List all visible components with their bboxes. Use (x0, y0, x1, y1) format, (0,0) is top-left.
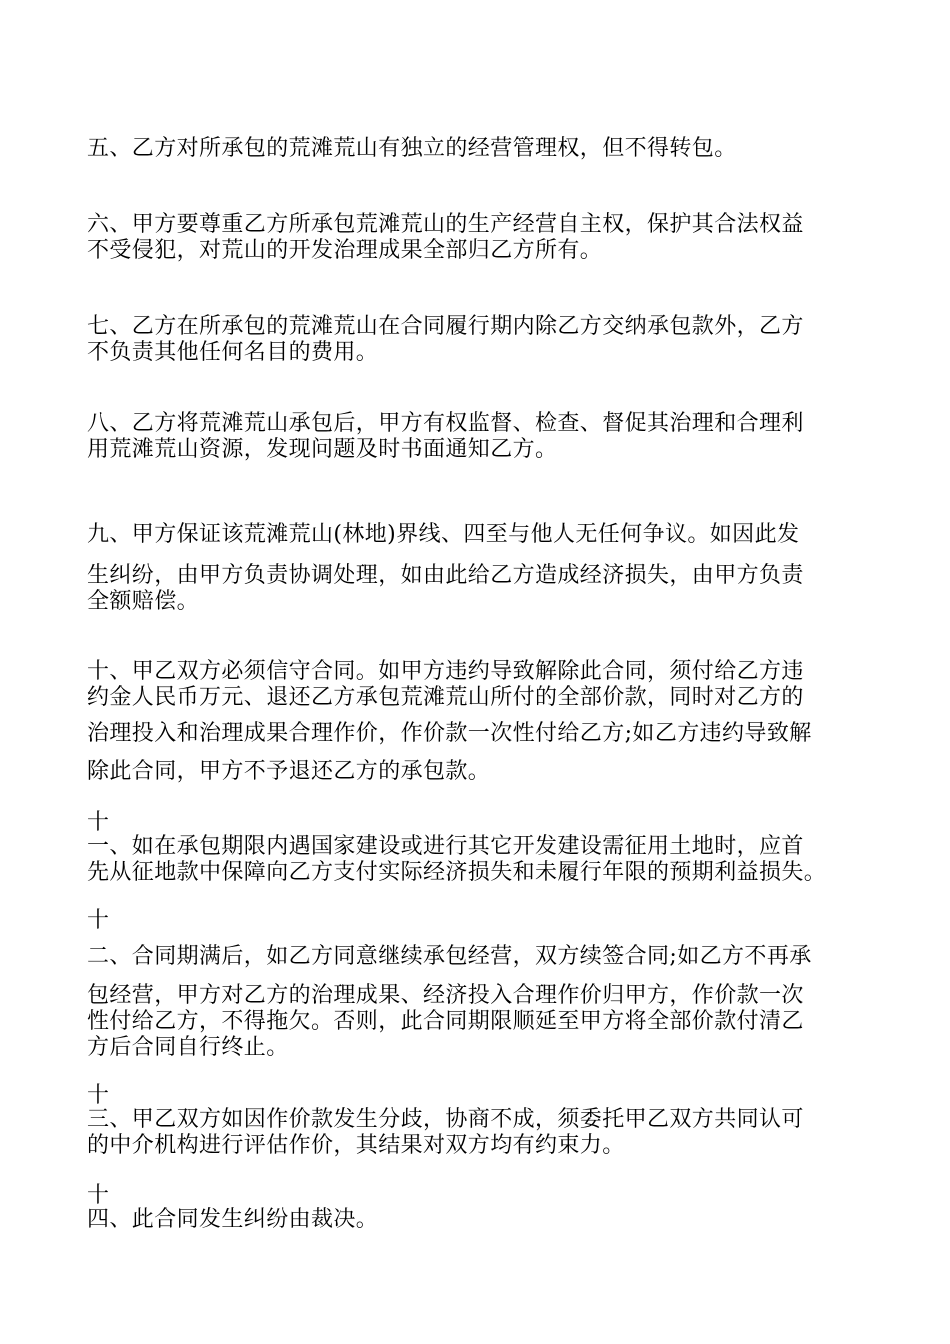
clause-10-line-2: 约金人民币万元、退还乙方承包荒滩荒山所付的全部价款，同时对乙方的 (87, 685, 804, 710)
clause-9-line-1: 九、甲方保证该荒滩荒山(林地)界线、四至与他人无任何争议。如因此发 (87, 522, 800, 547)
clause-12-line-2: 二、合同期满后，如乙方同意继续承包经营，双方续签合同;如乙方不再承 (87, 944, 812, 969)
clause-12-line-5: 方后合同自行终止。 (87, 1035, 289, 1060)
clause-13-line-1: 十 (87, 1083, 110, 1108)
clause-14-line-2: 四、此合同发生纠纷由裁决。 (87, 1207, 379, 1232)
clause-11-line-1: 十 (87, 810, 110, 835)
clause-10-line-1: 十、甲乙双方必须信守合同。如甲方违约导致解除此合同，须付给乙方违 (87, 659, 804, 684)
clause-6-line-1: 六、甲方要尊重乙方所承包荒滩荒山的生产经营自主权，保护其合法权益 (87, 212, 804, 237)
clause-9-line-3: 全额赔偿。 (87, 589, 200, 614)
clause-11-line-3: 先从征地款中保障向乙方支付实际经济损失和未履行年限的预期利益损失。 (87, 860, 827, 885)
clause-10-line-4: 除此合同，甲方不予退还乙方的承包款。 (87, 759, 491, 784)
clause-5-line-1: 五、乙方对所承包的荒滩荒山有独立的经营管理权，但不得转包。 (87, 136, 737, 161)
clause-13-line-2: 三、甲乙双方如因作价款发生分歧，协商不成，须委托甲乙双方共同认可 (87, 1107, 804, 1132)
clause-13-line-3: 的中介机构进行评估作价，其结果对双方均有约束力。 (87, 1133, 625, 1158)
clause-11-line-2: 一、如在承包期限内遇国家建设或进行其它开发建设需征用土地时，应首 (87, 834, 804, 859)
clause-14-line-1: 十 (87, 1183, 110, 1208)
clause-9-line-2: 生纠纷，由甲方负责协调处理，如由此给乙方造成经济损失，由甲方负责 (87, 563, 804, 588)
clause-8-line-2: 用荒滩荒山资源，发现问题及时书面通知乙方。 (87, 437, 558, 462)
clause-12-line-3: 包经营，甲方对乙方的治理成果、经济投入合理作价归甲方，作价款一次 (87, 983, 804, 1008)
clause-7-line-1: 七、乙方在所承包的荒滩荒山在合同履行期内除乙方交纳承包款外，乙方 (87, 314, 804, 339)
clause-12-line-1: 十 (87, 908, 110, 933)
clause-8-line-1: 八、乙方将荒滩荒山承包后，甲方有权监督、检查、督促其治理和合理利 (87, 411, 804, 436)
clause-12-line-4: 性付给乙方，不得拖欠。否则，此合同期限顺延至甲方将全部价款付清乙 (87, 1009, 804, 1034)
clause-6-line-2: 不受侵犯，对荒山的开发治理成果全部归乙方所有。 (87, 238, 603, 263)
clause-10-line-3: 治理投入和治理成果合理作价，作价款一次性付给乙方;如乙方违约导致解 (87, 721, 812, 746)
clause-7-line-2: 不负责其他任何名目的费用。 (87, 340, 379, 365)
